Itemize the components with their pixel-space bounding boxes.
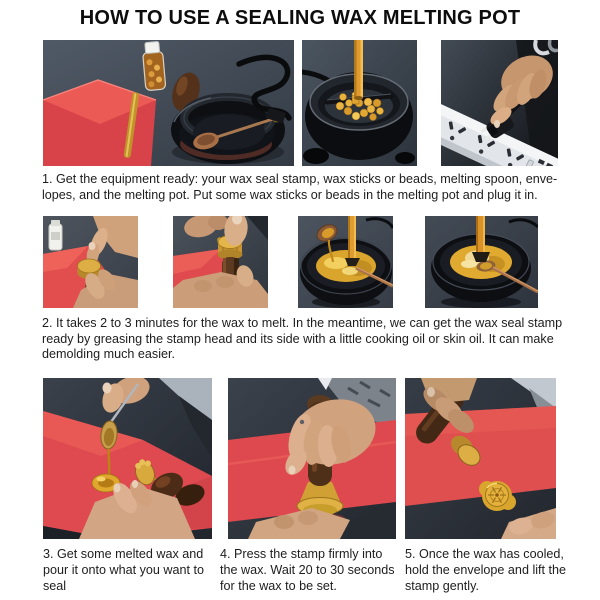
photo-grease-stamp-side (173, 216, 268, 308)
ring (300, 420, 304, 424)
photo-row-2 (42, 216, 558, 308)
caption-step-2 (42, 316, 563, 363)
oil-bottle (49, 220, 62, 250)
photo-row-1 (42, 40, 558, 166)
caption-line: 4. Press the stamp firmly into (220, 547, 383, 561)
caption-line: for the wax to be set. (220, 579, 337, 593)
photo-grease-stamp-head (43, 216, 138, 308)
caption-line: 2. It takes 2 to 3 minutes for the wax to melt. In the meantime, we can get the wax seal stamp (42, 316, 563, 330)
caption-line: 1. Get the equipment ready: your wax seal stamp, wax sticks or beads, melting spoon, enve- (42, 172, 558, 186)
caption-step-5 (405, 546, 566, 594)
caption-row-bottom (42, 546, 567, 598)
wax-drip (109, 449, 110, 475)
caption-line: lopes, and the melting pot. Put some wax sticks or beads in the melting pot and plug it in. (42, 187, 538, 202)
caption-line: the wax. Wait 20 to 30 seconds (220, 563, 395, 577)
page-title: HOW TO USE A SEALING WAX MELTING POT (79, 7, 521, 29)
caption-line: pour it onto what you want to (43, 563, 205, 577)
caption-step-3 (43, 546, 204, 594)
photo-row-3 (42, 378, 558, 539)
photo-beads-in-pot (302, 40, 417, 166)
photo-plug-in (441, 40, 558, 166)
caption-line: ready by greasing the stamp head and its side with a little cooking oil or skin oil. It can make (42, 331, 554, 346)
wax-stick (354, 40, 363, 100)
photo-equipment-overview (43, 40, 294, 166)
caption-step-1 (42, 172, 558, 203)
melting-pot (171, 96, 285, 164)
photo-melted-wax-pot (425, 216, 538, 308)
caption-step-4 (220, 546, 395, 594)
photo-pour-wax (43, 378, 212, 539)
photo-press-stamp (228, 378, 396, 539)
caption-line: seal (43, 579, 67, 593)
caption-line: stamp gently. (405, 579, 479, 593)
photo-lift-stamp (405, 378, 556, 539)
caption-line: hold the envelope and lift the (405, 563, 567, 577)
caption-line: demolding much easier. (42, 347, 176, 362)
photo-scoop-melted-wax (298, 216, 393, 308)
caption-line: 3. Get some melted wax and (43, 547, 204, 561)
caption-line: 5. Once the wax has cooled, (405, 547, 564, 561)
melted-wax-pool (316, 250, 376, 282)
